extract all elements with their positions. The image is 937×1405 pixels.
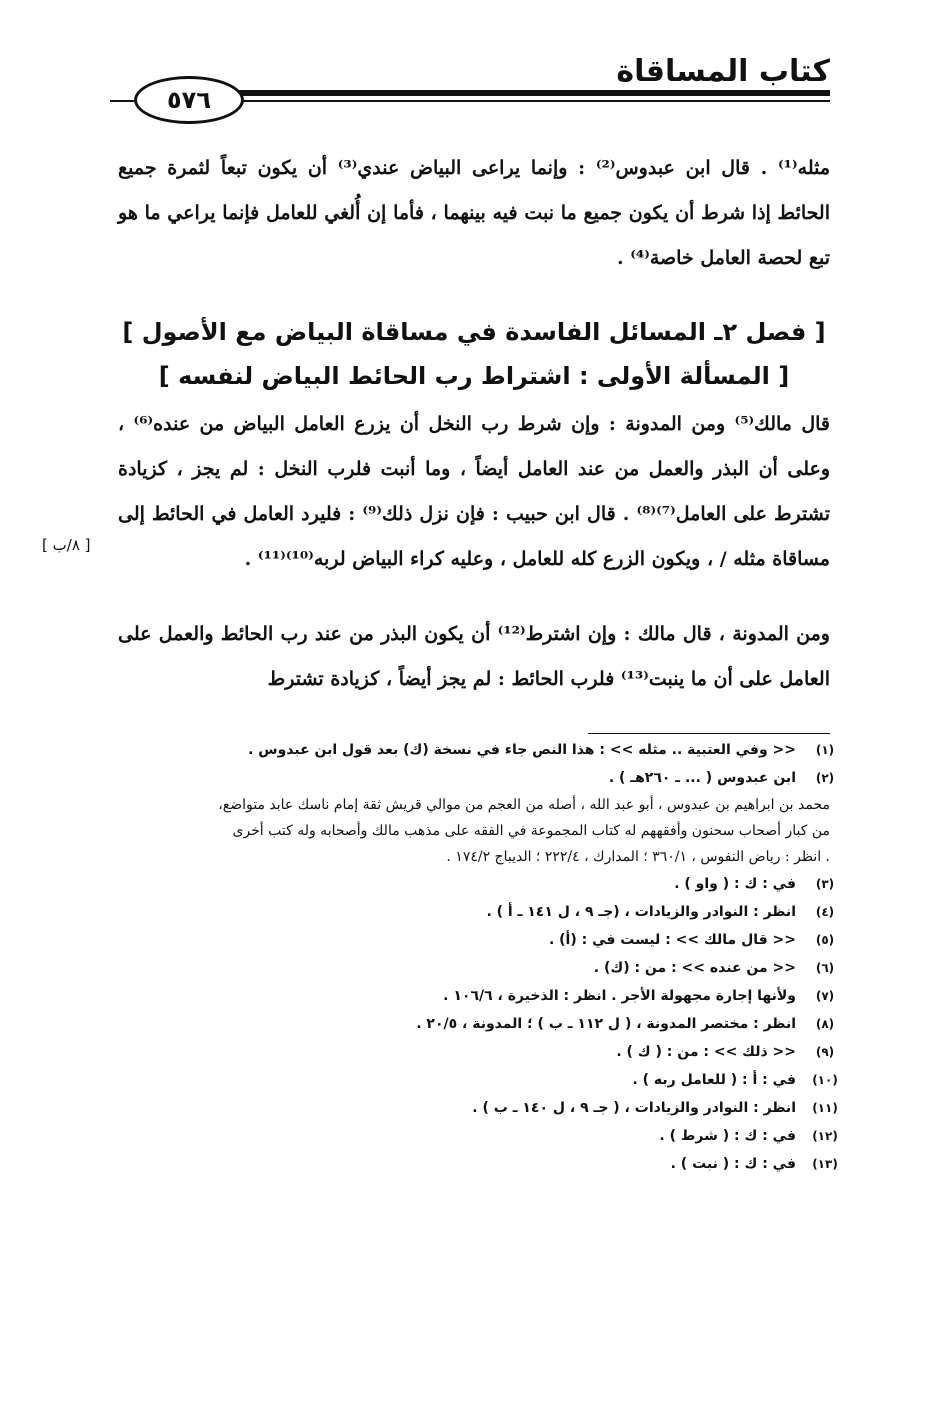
footnote (118, 1010, 840, 1038)
biography-line: من كبار أصحاب سحنون وأفقههم له كتاب المجموعة في الفقه على مذهب مالك وأصحابه وله كتب أخرى (232, 823, 830, 839)
footnote-number: (٢) (815, 771, 835, 785)
footnote-text: في : ك : ( شرط ) . (659, 1128, 796, 1144)
footnote (118, 1094, 840, 1122)
footnote-number: (٤) (815, 905, 835, 919)
footnote-biography (118, 792, 840, 870)
page-number: ٥٧٦ (134, 76, 244, 124)
footnote-text: في : ك : ( نبت ) . (670, 1156, 796, 1172)
footnote (118, 1150, 840, 1178)
footnote-number: (٥) (815, 933, 835, 947)
footnote (118, 954, 840, 982)
footnote (118, 1038, 840, 1066)
footnote-text: انظر : مختصر المدونة ، ( ل ١١٢ ـ ب ) ؛ المدونة ، ٢٠/٥ . (416, 1016, 796, 1032)
page-header (110, 50, 830, 140)
footnote (118, 1066, 840, 1094)
footnote (118, 926, 840, 954)
footnote-text: << من عنده >> : من : (ك) . (593, 960, 796, 976)
footnote-text: انظر : النوادر والزيادات ، ( جـ ٩ ، ل ١٤٠ ـ ب ) . (472, 1100, 796, 1116)
footnote (118, 982, 840, 1010)
paragraph-1: مثله⁽¹⁾ . قال ابن عبدوس⁽²⁾ : وإنما يراعى البياض عندي⁽³⁾ أن يكون تبعاً لثمرة جميع الحائط إذا شرط أن يكون جميع ما نبت فيه بينهما ، فأما إن أُلغي للعامل فإنما يراعي ما هو تبع لحصة العامل خاصة⁽⁴⁾ . (118, 157, 831, 269)
footnote (118, 1122, 840, 1150)
footnote-number: (٧) (815, 989, 835, 1003)
footnote-number: (٣) (815, 877, 835, 891)
footnote-text: << قال مالك >> : ليست في : (أ) . (548, 932, 796, 948)
subsection-heading: [ المسألة الأولى : اشتراط رب الحائط البياض لنفسه ] (158, 362, 790, 390)
header-rule-thick (180, 90, 830, 96)
biography-line: . انظر : رياض النفوس ، ٣٦٠/١ ؛ المدارك ، ٢٢٢/٤ ؛ الديباج ١٧٤/٢ . (446, 849, 830, 865)
manuscript-folio-note: [ ٨/ب ] (42, 536, 91, 554)
footnote-number: (١٣) (812, 1157, 838, 1171)
footnotes (118, 736, 840, 1178)
footnote-number: (٦) (815, 961, 835, 975)
footnote (118, 764, 840, 792)
footnote (118, 870, 840, 898)
footnote-text: في : ك : ( واو ) . (674, 876, 796, 892)
footnote-text: في : أ : ( للعامل ربه ) . (632, 1072, 796, 1088)
biography-line: محمد بن ابراهيم بن عبدوس ، أبو عبد الله ، أصله من العجم من موالي قريش ثقة إمام ناسك عابد متواضع، (218, 797, 830, 813)
footnote-number: (١) (815, 743, 835, 757)
footnote-number: (١٠) (812, 1073, 838, 1087)
footnote-text: ولأنها إجارة مجهولة الأجر . انظر : الذخيرة ، ١٠٦/٦ . (443, 988, 796, 1004)
footnote-text: << ذلك >> : من : ( ك ) . (616, 1044, 796, 1060)
paragraph-3: ومن المدونة ، قال مالك : وإن اشترط⁽¹²⁾ أن يكون البذر من عند رب الحائط والعمل على العامل على أن ما ينبت⁽¹³⁾ فلرب الحائط : لم يجز أيضاً ، كزيادة تشترط (118, 623, 830, 690)
section-heading: [ فصل ٢ـ المسائل الفاسدة في مساقاة البياض مع الأصول ] (122, 318, 826, 346)
footnote (118, 736, 840, 764)
footnote-text: ابن عبدوس ( ... ـ ٢٦٠هـ ) . (608, 770, 796, 786)
book-title: كتاب المساقاة (616, 54, 830, 89)
footnote-separator (588, 733, 830, 734)
footnote-number: (٨) (815, 1017, 835, 1031)
footnote (118, 898, 840, 926)
footnote-number: (١٢) (812, 1129, 838, 1143)
footnote-text: انظر : النوادر والزيادات ، (جـ ٩ ، ل ١٤١ ـ أ ) . (486, 904, 796, 920)
paragraph-2: قال مالك⁽⁵⁾ ومن المدونة : وإن شرط رب النخل أن يزرع العامل البياض من عنده⁽⁶⁾ ، وعلى أن البذر والعمل من عند العامل أيضاً ، وما أنبت فلرب النخل : لم يجز ، كزيادة تشترط على العامل⁽⁷⁾⁽⁸⁾ . قال ابن حبيب : فإن نزل ذلك⁽⁹⁾ : فليرد العامل في الحائط إلى مساقاة مثله / ، ويكون الزرع كله للعامل ، وعليه كراء البياض لربه⁽¹⁰⁾⁽¹¹⁾ . (118, 413, 831, 570)
footnote-number: (٩) (815, 1045, 835, 1059)
footnote-text: << وفي العتبية .. مثله >> : هذا النص جاء في نسخة (ك) بعد قول ابن عبدوس . (248, 742, 796, 758)
footnote-number: (١١) (812, 1101, 838, 1115)
